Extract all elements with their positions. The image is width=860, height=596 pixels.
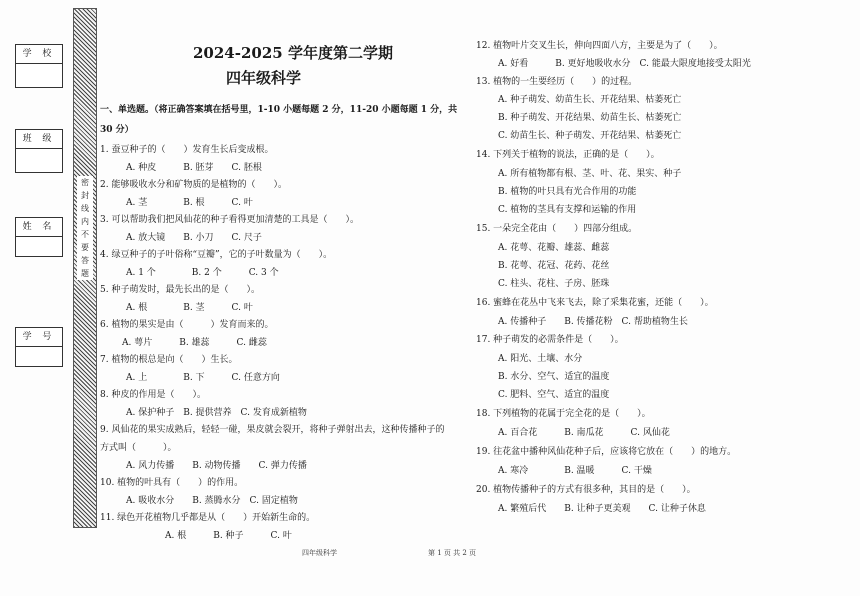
footer-page-number: 第 1 页 共 2 页 bbox=[428, 549, 477, 557]
seal-line-text: 密 封 线 内 不 要 答 题 bbox=[77, 176, 93, 280]
class-box bbox=[15, 129, 63, 173]
question-20: 20. 植物传播种子的方式有很多种，其目的是（ ）。 bbox=[476, 485, 696, 495]
options-7: A. 上 B. 下 C. 任意方向 bbox=[126, 373, 280, 383]
question-5: 5. 种子萌发时，最先长出的是（ ）。 bbox=[100, 285, 260, 295]
question-11: 11. 绿色开花植物几乎都是从（ ）开始新生命的。 bbox=[100, 513, 316, 523]
right-column bbox=[476, 0, 836, 560]
student-id-box bbox=[15, 327, 63, 367]
option-15a: A. 花萼、花瓣、雄蕊、雌蕊 bbox=[498, 243, 610, 253]
student-id-label: 学 号 bbox=[16, 328, 62, 347]
question-10: 10. 植物的叶具有（ ）的作用。 bbox=[100, 478, 244, 488]
options-3: A. 放大镜 B. 小刀 C. 尺子 bbox=[126, 233, 262, 243]
options-10: A. 吸收水分 B. 蒸腾水分 C. 固定植物 bbox=[126, 496, 298, 506]
question-12: 12. 植物叶片交叉生长，伸向四面八方，主要是为了（ ）。 bbox=[476, 41, 723, 51]
option-13c: C. 幼苗生长、种子萌发、开花结果、枯萎死亡 bbox=[498, 131, 682, 141]
options-11: A. 根 B. 种子 C. 叶 bbox=[165, 531, 292, 541]
options-20: A. 繁殖后代 B. 让种子更美观 C. 让种子休息 bbox=[498, 504, 706, 514]
option-17a: A. 阳光、土壤、水分 bbox=[498, 354, 583, 364]
question-8: 8. 种皮的作用是（ ）。 bbox=[100, 390, 206, 400]
question-9-cont: 方式叫（ ）。 bbox=[100, 443, 177, 453]
option-13a: A. 种子萌发、幼苗生长、开花结果、枯萎死亡 bbox=[498, 95, 682, 105]
name-box bbox=[15, 217, 63, 257]
question-19: 19. 往花盆中播种风仙花种子后，应该将它放在（ ）的地方。 bbox=[476, 447, 737, 457]
question-13: 13. 植物的一生要经历（ ）的过程。 bbox=[476, 77, 638, 87]
question-4: 4. 绿豆种子的子叶俗称“豆瓣”，它的子叶数量为（ ）。 bbox=[100, 250, 333, 260]
question-18: 18. 下列植物的花属于完全花的是（ ）。 bbox=[476, 409, 651, 419]
question-16: 16. 蜜蜂在花丛中飞来飞去，除了采集花蜜，还能（ ）。 bbox=[476, 298, 714, 308]
question-3: 3. 可以帮助我们把风仙花的种子看得更加清楚的工具是（ ）。 bbox=[100, 215, 359, 225]
options-8: A. 保护种子 B. 提供营养 C. 发育成新植物 bbox=[126, 408, 307, 418]
options-16: A. 传播种子 B. 传播花粉 C. 帮助植物生长 bbox=[498, 317, 688, 327]
question-6: 6. 植物的果实是由（ ）发育而来的。 bbox=[100, 320, 274, 330]
options-1: A. 种皮 B. 胚芽 C. 胚根 bbox=[126, 163, 262, 173]
section-heading-cont: 30 分） bbox=[100, 125, 134, 135]
options-4: A. 1 个 B. 2 个 C. 3 个 bbox=[126, 268, 279, 278]
options-9: A. 风力传播 B. 动物传播 C. 弹力传播 bbox=[126, 461, 307, 471]
options-19: A. 寒冷 B. 温暖 C. 干燥 bbox=[498, 466, 652, 476]
options-6: A. 萼片 B. 雄蕊 C. 雌蕊 bbox=[122, 338, 267, 348]
option-14c: C. 植物的茎具有支撑和运输的作用 bbox=[498, 205, 637, 215]
question-1: 1. 蚕豆种子的（ ）发育生长后变成根。 bbox=[100, 145, 274, 155]
name-label: 姓 名 bbox=[16, 218, 62, 237]
option-17c: C. 肥料、空气、适宜的温度 bbox=[498, 390, 610, 400]
question-7: 7. 植物的根总是向（ ）生长。 bbox=[100, 355, 238, 365]
question-14: 14. 下列关于植物的说法，正确的是（ ）。 bbox=[476, 150, 660, 160]
option-14b: B. 植物的叶只具有光合作用的功能 bbox=[498, 187, 637, 197]
option-15c: C. 柱头、花柱、子房、胚珠 bbox=[498, 279, 610, 289]
class-label: 班 级 bbox=[16, 130, 62, 149]
left-column bbox=[100, 0, 458, 560]
school-label: 学 校 bbox=[16, 45, 62, 64]
option-15b: B. 花萼、花冠、花药、花丝 bbox=[498, 261, 610, 271]
question-15: 15. 一朵完全花由（ ）四部分组成。 bbox=[476, 224, 638, 234]
option-14a: A. 所有植物都有根、茎、叶、花、果实、种子 bbox=[498, 169, 682, 179]
options-2: A. 茎 B. 根 C. 叶 bbox=[126, 198, 253, 208]
options-5: A. 根 B. 茎 C. 叶 bbox=[126, 303, 253, 313]
section-heading: 一、单选题。（将正确答案填在括号里，1-10 小题每题 2 分，11-20 小题每题 1 分，共 bbox=[100, 105, 458, 115]
options-18: A. 百合花 B. 南瓜花 C. 风仙花 bbox=[498, 428, 670, 438]
footer-subject: 四年级科学 bbox=[302, 549, 337, 557]
option-17b: B. 水分、空气、适宜的温度 bbox=[498, 372, 610, 382]
question-9: 9. 风仙花的果实成熟后，轻轻一碰，果皮就会裂开，将种子弹射出去，这种传播种子的 bbox=[100, 425, 445, 435]
question-17: 17. 种子萌发的必需条件是（ ）。 bbox=[476, 335, 624, 345]
option-13b: B. 种子萌发、开花结果、幼苗生长、枯萎死亡 bbox=[498, 113, 682, 123]
school-box bbox=[15, 44, 63, 88]
options-12: A. 好看 B. 更好地吸收水分 C. 能最大限度地接受太阳光 bbox=[498, 59, 751, 69]
exam-term-title: 2024-2025 学年度第二学期 bbox=[193, 44, 393, 62]
exam-subject-title: 四年级科学 bbox=[226, 69, 302, 87]
question-2: 2. 能够吸收水分和矿物质的是植物的（ ）。 bbox=[100, 180, 287, 190]
